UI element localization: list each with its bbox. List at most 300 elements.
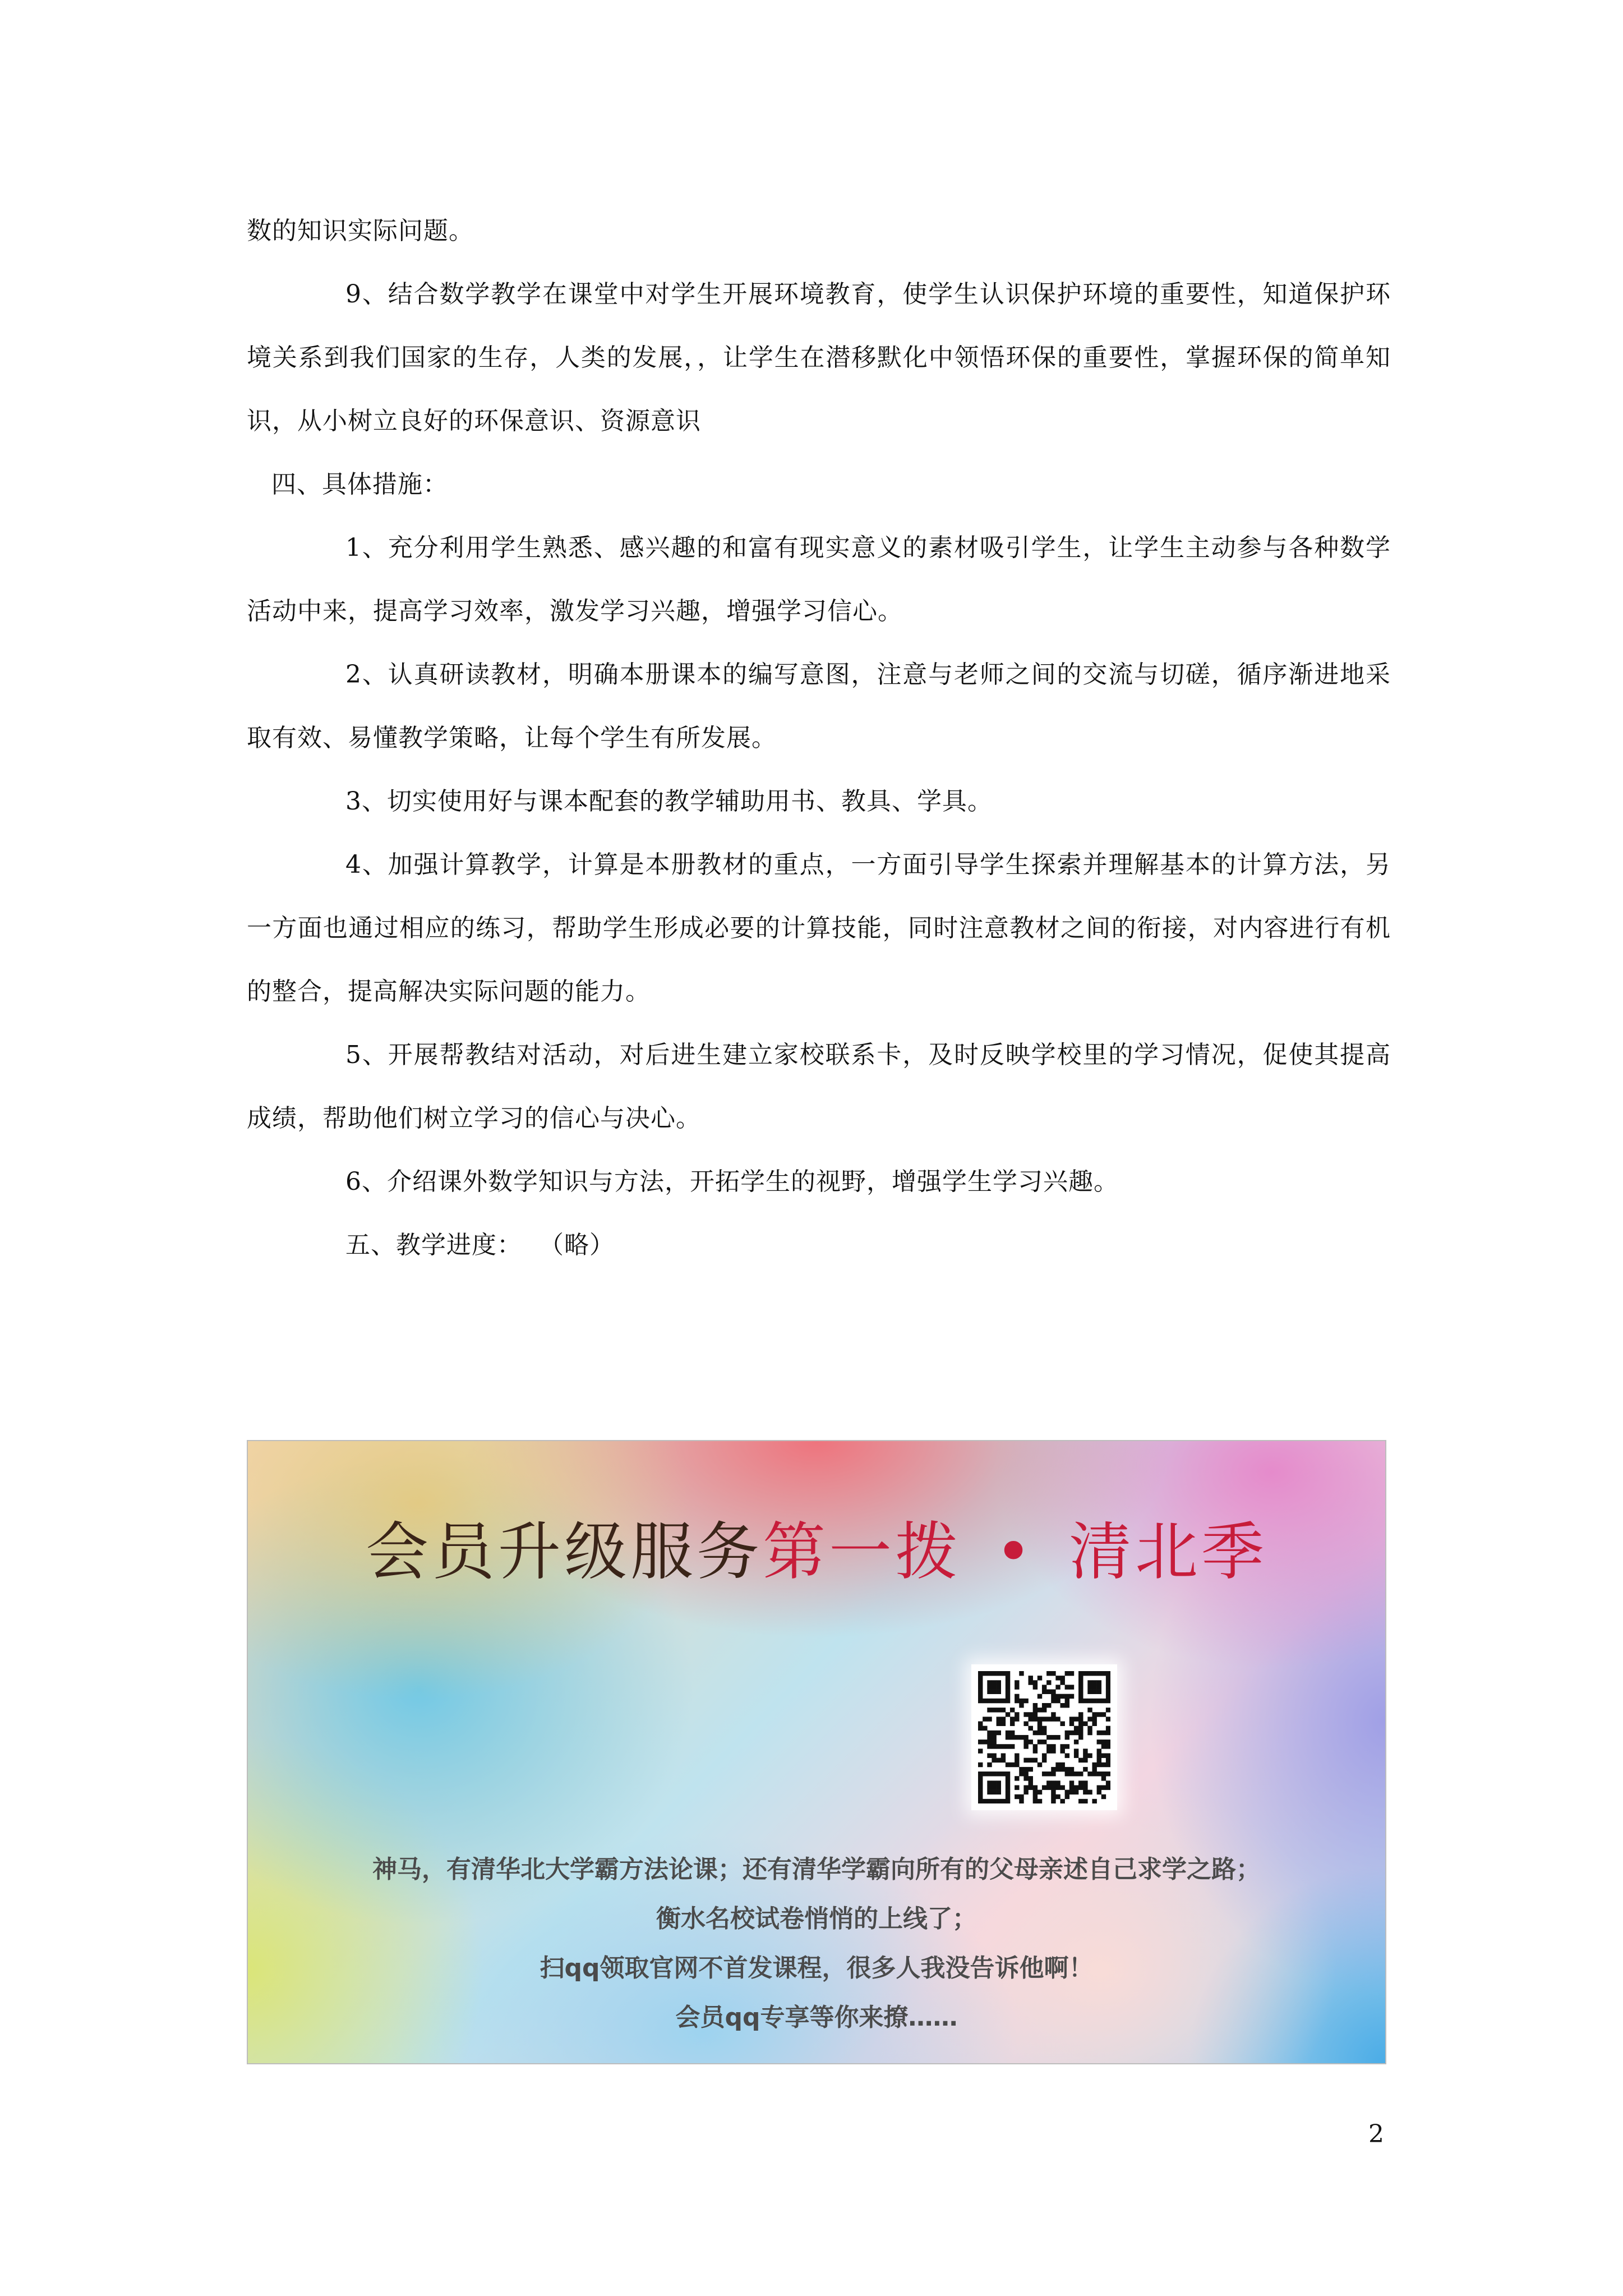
qr-module [1010, 1708, 1015, 1712]
qr-module [1023, 1776, 1028, 1780]
qr-module [1006, 1699, 1010, 1703]
qr-module [1060, 1767, 1064, 1772]
qr-module [1083, 1722, 1087, 1726]
qr-module [1106, 1785, 1110, 1789]
qr-module [1078, 1717, 1083, 1721]
qr-module [1006, 1795, 1010, 1799]
qr-module [1106, 1699, 1110, 1703]
qr-module [1069, 1785, 1074, 1789]
qr-module [1042, 1685, 1046, 1689]
qr-module [1033, 1790, 1038, 1795]
qr-module [1046, 1744, 1051, 1749]
qr-module [1029, 1780, 1033, 1785]
qr-module [1029, 1740, 1033, 1744]
qr-module [1097, 1749, 1101, 1753]
qr-module [1092, 1680, 1096, 1685]
qr-module [978, 1726, 983, 1731]
qr-module [978, 1722, 983, 1726]
qr-module [1051, 1785, 1055, 1789]
qr-module [1023, 1699, 1028, 1703]
banner-line-4: 会员qq专享等你来撩…… [675, 2003, 958, 2032]
qr-module [1083, 1780, 1087, 1785]
qr-module [1033, 1799, 1038, 1803]
qr-module [1106, 1731, 1110, 1735]
qr-module [1038, 1722, 1042, 1726]
qr-module [1015, 1717, 1019, 1721]
paragraph-item-9: 9、结合数学教学在课堂中对学生开展环境教育，使学生认识保护环境的重要性，知道保护环境关系到我们国家的生存，人类的发展，，让学生在潜移默化中领悟环保的重要性，掌握环保的简单知识，从小树立良好的环保意识、资源意识 [247, 280, 1391, 435]
qr-module [1029, 1717, 1033, 1721]
qr-module [1055, 1694, 1060, 1699]
qr-module [1065, 1790, 1069, 1795]
qr-module [1106, 1708, 1110, 1712]
qr-module [1046, 1717, 1051, 1721]
qr-module [1097, 1772, 1101, 1776]
qr-module [1097, 1699, 1101, 1703]
qr-module [1015, 1685, 1019, 1689]
qr-module [1038, 1676, 1042, 1680]
qr-module [1087, 1680, 1092, 1685]
qr-module [1106, 1717, 1110, 1721]
qr-module [1055, 1717, 1060, 1721]
qr-module [1078, 1799, 1083, 1803]
qr-module [1046, 1749, 1051, 1753]
qr-module [1055, 1767, 1060, 1772]
qr-module [978, 1780, 983, 1785]
paragraph-measure-6: 6、介绍课外数学知识与方法，开拓学生的视野，增强学生学习兴趣。 [345, 1167, 1119, 1196]
qr-module [992, 1799, 996, 1803]
qr-module [1055, 1785, 1060, 1789]
qr-module [997, 1680, 1001, 1685]
qr-module [1069, 1780, 1074, 1785]
paragraph-measure-5: 5、开展帮教结对活动，对后进生建立家校联系卡，及时反映学校里的学习情况，促使其提高成绩，帮助他们树立学习的信心与决心。 [247, 1041, 1391, 1133]
qr-module [1097, 1685, 1101, 1689]
qr-module [978, 1680, 983, 1685]
section-heading-progress: 五、教学进度： （略） [345, 1231, 615, 1259]
qr-module [1019, 1799, 1023, 1803]
qr-module [1069, 1731, 1074, 1735]
qr-module [1074, 1790, 1078, 1795]
qr-module [983, 1717, 987, 1721]
qr-module [1060, 1722, 1064, 1726]
qr-module [978, 1776, 983, 1780]
qr-module [1097, 1712, 1101, 1717]
qr-module [1046, 1735, 1051, 1740]
qr-module [1015, 1753, 1019, 1757]
qr-module [1106, 1685, 1110, 1689]
qr-module [1060, 1763, 1064, 1767]
qr-module [1042, 1708, 1046, 1712]
qr-module [1042, 1772, 1046, 1776]
qr-module [1101, 1744, 1106, 1749]
qr-module [1006, 1785, 1010, 1789]
qr-module [1015, 1763, 1019, 1767]
qr-module [1106, 1676, 1110, 1680]
qr-module [1078, 1699, 1083, 1703]
qr-module [1023, 1767, 1028, 1772]
qr-module [1033, 1685, 1038, 1689]
qr-module [1019, 1703, 1023, 1708]
qr-module [1069, 1722, 1074, 1726]
banner-line-2: 衡水名校试卷悄悄的上线了； [656, 1904, 977, 1933]
qr-module [983, 1726, 987, 1731]
qr-module [983, 1799, 987, 1803]
qr-module [1023, 1735, 1028, 1740]
qr-module [1001, 1744, 1006, 1749]
qr-module [978, 1676, 983, 1680]
qr-module [1083, 1785, 1087, 1789]
qr-module [1033, 1731, 1038, 1735]
qr-module [1042, 1758, 1046, 1763]
qr-module [987, 1708, 992, 1712]
qr-module [992, 1790, 996, 1795]
qr-module [1042, 1731, 1046, 1735]
qr-module [1001, 1722, 1006, 1726]
qr-module [1051, 1717, 1055, 1721]
qr-module [997, 1799, 1001, 1803]
banner-line-1: 神马，有清华北大学霸方法论课；还有清华学霸向所有的父母亲述自己求学之路； [372, 1855, 1261, 1884]
qr-module [1069, 1685, 1074, 1689]
qr-module [1101, 1712, 1106, 1717]
qr-module [1023, 1744, 1028, 1749]
paragraph-measure-4: 4、加强计算教学，计算是本册教材的重点，一方面引导学生探索并理解基本的计算方法，另一方面也通过相应的练习，帮助学生形成必要的计算技能，同时注意教材之间的衔接，对内容进行有机的整合，提高解决实际问题的能力。 [247, 850, 1391, 1006]
qr-module [1006, 1680, 1010, 1685]
qr-module [1010, 1735, 1015, 1740]
promo-banner[interactable] [247, 1440, 1386, 2064]
qr-module [1023, 1740, 1028, 1744]
qr-module [1042, 1717, 1046, 1721]
qr-module [1074, 1772, 1078, 1776]
qr-module [1060, 1694, 1064, 1699]
qr-module [1106, 1753, 1110, 1757]
qr-module [1055, 1780, 1060, 1785]
qr-module [1029, 1767, 1033, 1772]
qr-module [978, 1740, 983, 1744]
qr-module [1001, 1758, 1006, 1763]
qr-module [1006, 1685, 1010, 1689]
qr-module [1069, 1772, 1074, 1776]
qr-module [1006, 1772, 1010, 1776]
qr-module [1029, 1785, 1033, 1789]
qr-module [1055, 1735, 1060, 1740]
qr-module [1038, 1740, 1042, 1744]
qr-module [1069, 1694, 1074, 1699]
qr-module [992, 1780, 996, 1785]
qr-module [983, 1671, 987, 1676]
qr-module [1001, 1717, 1006, 1721]
qr-module [992, 1772, 996, 1776]
qr-module [1015, 1712, 1019, 1717]
qr-module [992, 1758, 996, 1763]
qr-module [1092, 1763, 1096, 1767]
qr-module [1083, 1753, 1087, 1757]
qr-module [1051, 1772, 1055, 1776]
qr-module [1097, 1753, 1101, 1757]
qr-module [1046, 1671, 1051, 1676]
qr-module [1033, 1744, 1038, 1749]
qr-module [992, 1699, 996, 1703]
qr-module [992, 1735, 996, 1740]
qr-module [1078, 1780, 1083, 1785]
qr-module [987, 1680, 992, 1685]
qr-module [1019, 1699, 1023, 1703]
qr-module [1060, 1676, 1064, 1680]
qr-module [1101, 1763, 1106, 1767]
qr-module [1023, 1722, 1028, 1726]
qr-module [1106, 1744, 1110, 1749]
paragraph-measure-2: 2、认真研读教材，明确本册课本的编写意图，注意与老师之间的交流与切磋，循序渐进地采取有效、易懂教学策略，让每个学生有所发展。 [247, 660, 1391, 752]
qr-module [1065, 1772, 1069, 1776]
qr-module [978, 1763, 983, 1767]
qr-module [1069, 1671, 1074, 1676]
qr-module [1106, 1671, 1110, 1676]
qr-module [983, 1740, 987, 1744]
qr-module [1078, 1758, 1083, 1763]
qr-module [1065, 1735, 1069, 1740]
qr-module [978, 1772, 983, 1776]
qr-module [1015, 1735, 1019, 1740]
qr-module [1097, 1740, 1101, 1744]
qr-module [1069, 1790, 1074, 1795]
qr-module [1087, 1685, 1092, 1689]
banner-title-dot: • [994, 1516, 1036, 1589]
qr-module [1051, 1671, 1055, 1676]
qr-module [1051, 1799, 1055, 1803]
qr-module [997, 1671, 1001, 1676]
qr-module [1060, 1799, 1064, 1803]
qr-module [1029, 1680, 1033, 1685]
qr-module [978, 1785, 983, 1789]
qr-module [1087, 1731, 1092, 1735]
qr-module [1029, 1726, 1033, 1731]
qr-module [987, 1744, 992, 1749]
qr-module [1092, 1772, 1096, 1776]
qr-module [1051, 1735, 1055, 1740]
qr-module [1006, 1744, 1010, 1749]
qr-module [992, 1785, 996, 1789]
qr-module [1006, 1790, 1010, 1795]
qr-module [1055, 1676, 1060, 1680]
qr-module [978, 1699, 983, 1703]
qr-module [1010, 1731, 1015, 1735]
qr-module [992, 1680, 996, 1685]
qr-module [1006, 1776, 1010, 1780]
qr-module [1006, 1712, 1010, 1717]
qr-module [1106, 1726, 1110, 1731]
qr-module [992, 1753, 996, 1757]
qr-module [1015, 1785, 1019, 1789]
qr-module [1106, 1740, 1110, 1744]
qr-module [1051, 1694, 1055, 1699]
qr-module [1097, 1731, 1101, 1735]
qr-module [1015, 1699, 1019, 1703]
qr-module [1101, 1795, 1106, 1799]
banner-text-block [248, 1845, 1385, 2042]
qr-module [1065, 1699, 1069, 1703]
qr-module [1101, 1785, 1106, 1789]
qr-module [1046, 1703, 1051, 1708]
qr-module [1078, 1680, 1083, 1685]
qr-module [1051, 1699, 1055, 1703]
qr-module [1092, 1767, 1096, 1772]
qr-module [1074, 1726, 1078, 1731]
qr-module [997, 1722, 1001, 1726]
qr-module [1042, 1740, 1046, 1744]
qr-module [1015, 1680, 1019, 1685]
qr-module [1078, 1722, 1083, 1726]
qr-module [1006, 1676, 1010, 1680]
qr-module [1033, 1680, 1038, 1685]
qr-module [1042, 1753, 1046, 1757]
qr-module [1055, 1795, 1060, 1799]
qr-module [1060, 1680, 1064, 1685]
qr-module [1078, 1694, 1083, 1699]
qr-module [1042, 1703, 1046, 1708]
qr-module [1074, 1749, 1078, 1753]
qr-module [1006, 1690, 1010, 1694]
qr-module [978, 1690, 983, 1694]
qr-module [1001, 1671, 1006, 1676]
qr-module [1046, 1680, 1051, 1685]
qr-module [1087, 1717, 1092, 1721]
qr-module [1065, 1703, 1069, 1708]
qr-module [1033, 1758, 1038, 1763]
qr-module [1083, 1790, 1087, 1795]
qr-module [978, 1749, 983, 1753]
qr-module [1083, 1749, 1087, 1753]
qr-module [1087, 1753, 1092, 1757]
qr-module [1001, 1799, 1006, 1803]
qr-module [997, 1731, 1001, 1735]
qr-module [1055, 1763, 1060, 1767]
qr-module [1060, 1785, 1064, 1789]
qr-module [1038, 1694, 1042, 1699]
qr-module [1078, 1731, 1083, 1735]
banner-title-part1: 会员升级服务 [365, 1516, 763, 1589]
qr-module [987, 1735, 992, 1740]
qr-module [1019, 1735, 1023, 1740]
qr-module [1010, 1722, 1015, 1726]
qr-module [1015, 1694, 1019, 1699]
qr-module [1033, 1712, 1038, 1717]
paragraph-continuation: 数的知识实际问题。 [247, 217, 474, 245]
qr-module [1029, 1676, 1033, 1680]
qr-module [1078, 1690, 1083, 1694]
qr-module [1074, 1785, 1078, 1789]
qr-module [992, 1708, 996, 1712]
qr-module [1019, 1767, 1023, 1772]
qr-module [1074, 1740, 1078, 1744]
qr-module [1001, 1772, 1006, 1776]
qr-module [1087, 1726, 1092, 1731]
qr-module [997, 1717, 1001, 1721]
qr-module [987, 1671, 992, 1676]
qr-module [1051, 1790, 1055, 1795]
qr-module [997, 1780, 1001, 1785]
qr-module [1083, 1799, 1087, 1803]
qr-module [1033, 1749, 1038, 1753]
qr-module [1106, 1690, 1110, 1694]
qr-module [1060, 1703, 1064, 1708]
qr-module [1042, 1690, 1046, 1694]
qr-module [1019, 1795, 1023, 1799]
qr-module [1097, 1680, 1101, 1685]
qr-module [1051, 1690, 1055, 1694]
qr-module [992, 1690, 996, 1694]
qr-module [1010, 1717, 1015, 1721]
qr-module [1065, 1694, 1069, 1699]
qr-module [1078, 1676, 1083, 1680]
qr-module [1101, 1671, 1106, 1676]
qr-module [1069, 1767, 1074, 1772]
qr-module [1083, 1671, 1087, 1676]
qr-module [1101, 1776, 1106, 1780]
qr-module [1097, 1758, 1101, 1763]
qr-module [1051, 1749, 1055, 1753]
qr-module [1038, 1731, 1042, 1735]
qr-module [992, 1671, 996, 1676]
qr-module [1083, 1699, 1087, 1703]
qr-module [1001, 1699, 1006, 1703]
qr-module [987, 1763, 992, 1767]
qr-module [1106, 1758, 1110, 1763]
qr-module [1006, 1671, 1010, 1676]
qr-module [978, 1694, 983, 1699]
qr-module [1042, 1726, 1046, 1731]
qr-module [1092, 1799, 1096, 1803]
qr-module [1046, 1690, 1051, 1694]
qr-module [1033, 1703, 1038, 1708]
qr-module [1097, 1671, 1101, 1676]
qr-module [1078, 1785, 1083, 1789]
qr-module [1038, 1790, 1042, 1795]
qr-module [1065, 1685, 1069, 1689]
qr-module [1074, 1753, 1078, 1757]
qr-module [1097, 1785, 1101, 1789]
qr-module [1023, 1790, 1028, 1795]
qr-module [1023, 1772, 1028, 1776]
qr-module [1033, 1717, 1038, 1721]
qr-module [997, 1708, 1001, 1712]
qr-module [983, 1699, 987, 1703]
qr-module [987, 1690, 992, 1694]
paragraph-measure-1: 1、充分利用学生熟悉、感兴趣的和富有现实意义的素材吸引学生，让学生主动参与各种数学活动中来，提高学习效率，激发学习兴趣，增强学习信心。 [247, 533, 1391, 625]
qr-module [1033, 1785, 1038, 1789]
banner-line-3: 扫qq领取官网不首发课程，很多人我没告诉他啊！ [540, 1954, 1094, 1982]
qr-module [1087, 1690, 1092, 1694]
qr-module [1001, 1708, 1006, 1712]
qr-module [978, 1799, 983, 1803]
qr-module [1078, 1772, 1083, 1776]
qr-module [1078, 1712, 1083, 1717]
qr-module [987, 1685, 992, 1689]
qr-module [1106, 1763, 1110, 1767]
qr-module [1065, 1671, 1069, 1676]
qr-module [997, 1785, 1001, 1789]
qr-module [1006, 1694, 1010, 1699]
qr-module [987, 1799, 992, 1803]
qr-module [1010, 1763, 1015, 1767]
qr-module [1092, 1671, 1096, 1676]
banner-title-part3: 清北季 [1069, 1516, 1268, 1589]
qr-module [1060, 1749, 1064, 1753]
qr-module [1023, 1758, 1028, 1763]
qr-code-icon[interactable] [971, 1664, 1117, 1810]
qr-module [1006, 1735, 1010, 1740]
qr-module [1046, 1785, 1051, 1789]
qr-module [992, 1731, 996, 1735]
qr-module [978, 1795, 983, 1799]
qr-module [1019, 1772, 1023, 1776]
